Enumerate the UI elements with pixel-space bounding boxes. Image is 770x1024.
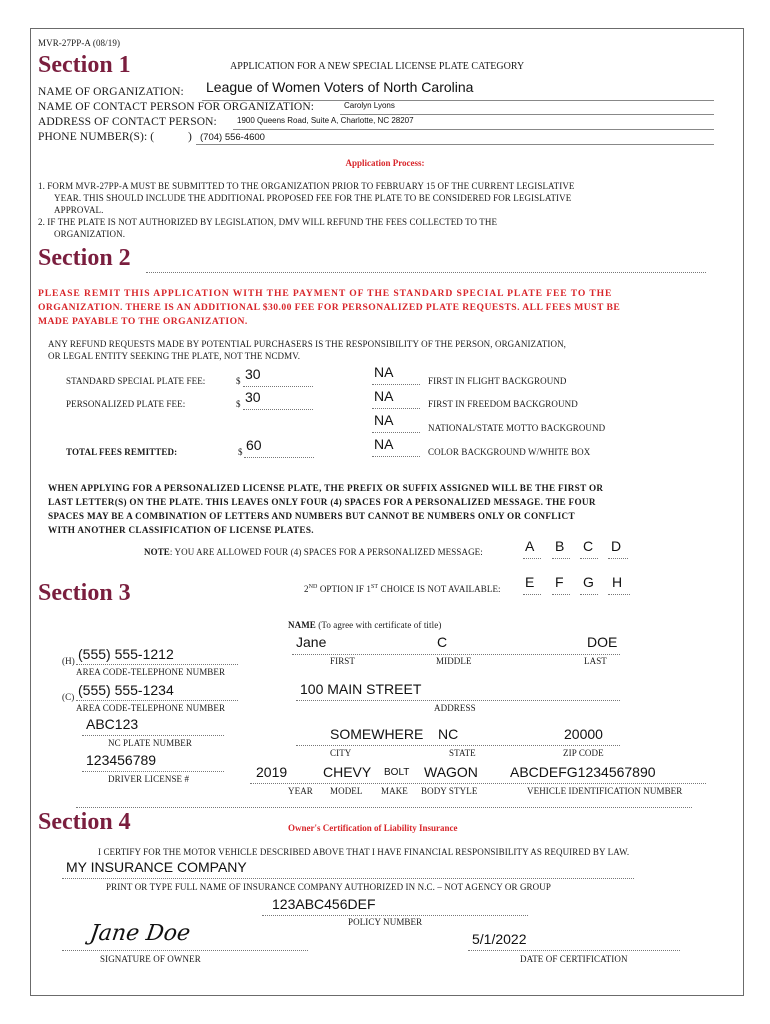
section4-heading: Section 4	[38, 809, 131, 835]
note-bold: NOTE	[144, 547, 170, 557]
home-phone-prefix: (H)	[62, 656, 75, 666]
city-field[interactable]: SOMEWHERE	[330, 726, 424, 742]
city-label: CITY	[330, 748, 352, 758]
policy-number-label: POLICY NUMBER	[348, 917, 423, 927]
year-label: YEAR	[288, 786, 313, 796]
total-fees-label: TOTAL FEES REMITTED:	[66, 447, 178, 457]
phone-paren: )	[188, 131, 192, 143]
address-value-field[interactable]: 1900 Queens Road, Suite A, Charlotte, NC 28207	[237, 116, 414, 125]
make-field[interactable]: BOLT	[384, 767, 410, 778]
address-label: ADDRESS OF CONTACT PERSON:	[38, 116, 217, 128]
name-title-rest: (To agree with certificate of title)	[315, 620, 442, 630]
section1-heading: Section 1	[38, 52, 131, 78]
process-item: ORGANIZATION.	[54, 229, 126, 239]
process-item: YEAR. THIS SHOULD INCLUDE THE ADDITIONAL PROPOSED FEE FOR THE PLATE TO BE CONSIDERED FOR LEGISLATIVE	[54, 193, 572, 203]
process-title: Application Process:	[345, 158, 425, 168]
org-label: NAME OF ORGANIZATION:	[38, 86, 184, 98]
process-item: 2. IF THE PLATE IS NOT AUTHORIZED BY LEGISLATION, DMV WILL REFUND THE FEES COLLECTED TO THE	[38, 217, 498, 227]
personalized-line: SPACES MAY BE A COMBINATION OF LETTERS AND NUMBERS BUT CANNOT BE NUMBERS ONLY OR CONFLICT	[48, 511, 575, 521]
personalized-line: LAST LETTER(S) ON THE PLATE. THIS LEAVES ONLY FOUR (4) SPACES FOR A PERSONALIZED MESSAGE. THE FOUR	[48, 497, 596, 507]
zip-label: ZIP CODE	[563, 748, 604, 758]
background-freedom-label: FIRST IN FREEDOM BACKGROUND	[428, 399, 578, 409]
personalized-line: WHEN APPLYING FOR A PERSONALIZED LICENSE PLATE, THE PREFIX OR SUFFIX ASSIGNED WILL BE THE FIRST OR	[48, 483, 604, 493]
date-label: DATE OF CERTIFICATION	[520, 954, 628, 964]
section3-heading: Section 3	[38, 580, 131, 606]
option2-sup: ST	[370, 584, 379, 590]
contact-value-field[interactable]: Carolyn Lyons	[344, 101, 395, 110]
section2-heading: Section 2	[38, 245, 131, 271]
section1-title: APPLICATION FOR A NEW SPECIAL LICENSE PLATE CATEGORY	[230, 61, 525, 72]
option2-sup: ND	[308, 584, 318, 590]
message-char-3[interactable]: C	[583, 538, 594, 554]
message-char-2[interactable]: B	[555, 538, 565, 554]
insurance-company-label: PRINT OR TYPE FULL NAME OF INSURANCE COMPANY AUTHORIZED IN N.C. – NOT AGENCY OR GROUP	[106, 882, 551, 892]
insurance-company-field[interactable]: MY INSURANCE COMPANY	[66, 859, 247, 875]
process-item: APPROVAL.	[54, 205, 104, 215]
notice-line: PLEASE REMIT THIS APPLICATION WITH THE PAYMENT OF THE STANDARD SPECIAL PLATE FEE TO THE	[38, 288, 613, 299]
driver-license-field[interactable]: 123456789	[86, 752, 157, 768]
refund-line: ANY REFUND REQUESTS MADE BY POTENTIAL PURCHASERS IS THE RESPONSIBILITY OF THE PERSON, ORGANIZATION,	[48, 339, 567, 349]
option2-char-1[interactable]: E	[525, 574, 535, 590]
last-name-field[interactable]: DOE	[587, 634, 618, 650]
phone-value-field[interactable]: (704) 556-4600	[200, 132, 265, 143]
body-style-field[interactable]: WAGON	[424, 764, 478, 780]
plate-number-field[interactable]: ABC123	[86, 716, 139, 732]
message-char-4[interactable]: D	[611, 538, 622, 554]
home-phone-field[interactable]: (555) 555-1212	[78, 646, 174, 662]
cell-phone-label: AREA CODE-TELEPHONE NUMBER	[76, 703, 226, 713]
cell-phone-prefix: (C)	[62, 692, 75, 702]
option2-char-2[interactable]: F	[555, 574, 564, 590]
certification-date-field[interactable]: 5/1/2022	[472, 931, 527, 947]
year-field[interactable]: 2019	[256, 764, 288, 780]
option2-note	[304, 584, 501, 594]
background-motto-label: NATIONAL/STATE MOTTO BACKGROUND	[428, 423, 606, 433]
notice-line: MADE PAYABLE TO THE ORGANIZATION.	[38, 316, 248, 327]
plate-number-label: NC PLATE NUMBER	[108, 738, 193, 748]
state-label: STATE	[449, 748, 476, 758]
message-char-1[interactable]: A	[525, 538, 535, 554]
first-name-field[interactable]: Jane	[296, 634, 327, 650]
driver-license-label: DRIVER LICENSE #	[108, 774, 190, 784]
contact-label: NAME OF CONTACT PERSON FOR ORGANIZATION:	[38, 101, 315, 113]
state-field[interactable]: NC	[438, 726, 459, 742]
owner-address-label: ADDRESS	[434, 703, 476, 713]
middle-name-field[interactable]: C	[437, 634, 448, 650]
signature-label: SIGNATURE OF OWNER	[100, 954, 201, 964]
owner-address-field[interactable]: 100 MAIN STREET	[300, 681, 422, 697]
org-value-field[interactable]: League of Women Voters of North Carolina	[206, 79, 474, 95]
option2-post: CHOICE IS NOT AVAILABLE:	[378, 584, 501, 594]
model-label: MODEL	[330, 786, 363, 796]
first-name-label: FIRST	[330, 656, 356, 666]
zip-field[interactable]: 20000	[564, 726, 603, 742]
body-style-label: BODY STYLE	[421, 786, 478, 796]
option2-char-3[interactable]: G	[583, 574, 594, 590]
background-flight-field[interactable]: NA	[374, 364, 394, 380]
background-color-label: COLOR BACKGROUND W/WHITE BOX	[428, 447, 591, 457]
personalized-fee-label: PERSONALIZED PLATE FEE:	[66, 399, 186, 409]
name-title	[288, 620, 441, 630]
middle-name-label: MIDDLE	[436, 656, 472, 666]
dollar-sign: $	[236, 399, 241, 409]
vin-field[interactable]: ABCDEFG1234567890	[510, 764, 656, 780]
background-motto-field[interactable]: NA	[374, 412, 394, 428]
message-note	[144, 547, 483, 557]
process-item: 1. FORM MVR-27PP-A MUST BE SUBMITTED TO THE ORGANIZATION PRIOR TO FEBRUARY 15 OF THE CURRENT LEGISLATIVE	[38, 181, 575, 191]
section4-title: Owner's Certification of Liability Insurance	[288, 823, 458, 833]
certify-text: I CERTIFY FOR THE MOTOR VEHICLE DESCRIBED ABOVE THAT I HAVE FINANCIAL RESPONSIBILITY AS REQUIRED BY LAW.	[98, 847, 630, 857]
dollar-sign: $	[238, 447, 243, 457]
phone-label: PHONE NUMBER(S): (	[38, 131, 155, 143]
background-freedom-field[interactable]: NA	[374, 388, 394, 404]
background-flight-label: FIRST IN FLIGHT BACKGROUND	[428, 376, 567, 386]
personalized-line: WITH ANOTHER CLASSIFICATION OF LICENSE PLATES.	[48, 525, 314, 535]
form-code: MVR-27PP-A (08/19)	[38, 38, 121, 48]
refund-line: OR LEGAL ENTITY SEEKING THE PLATE, NOT THE NCDMV.	[48, 351, 301, 361]
background-color-field[interactable]: NA	[374, 436, 394, 452]
standard-fee-field[interactable]: 30	[245, 366, 261, 382]
standard-fee-label: STANDARD SPECIAL PLATE FEE:	[66, 376, 206, 386]
personalized-fee-field[interactable]: 30	[245, 389, 261, 405]
policy-number-field[interactable]: 123ABC456DEF	[272, 896, 376, 912]
note-rest: : YOU ARE ALLOWED FOUR (4) SPACES FOR A PERSONALIZED MESSAGE:	[169, 547, 483, 557]
option2-mid: OPTION IF 1	[317, 584, 371, 594]
cell-phone-field[interactable]: (555) 555-1234	[78, 682, 174, 698]
owner-signature-field[interactable]: Jane Doe	[88, 921, 192, 946]
name-title-bold: NAME	[288, 620, 316, 630]
model-field[interactable]: CHEVY	[323, 764, 372, 780]
home-phone-label: AREA CODE-TELEPHONE NUMBER	[76, 667, 226, 677]
make-label: MAKE	[381, 786, 408, 796]
option2-char-4[interactable]: H	[612, 574, 623, 590]
dollar-sign: $	[236, 376, 241, 386]
total-fees-field[interactable]: 60	[246, 437, 262, 453]
option2-pre: 2	[304, 584, 309, 594]
vin-label: VEHICLE IDENTIFICATION NUMBER	[527, 786, 683, 796]
notice-line: ORGANIZATION. THERE IS AN ADDITIONAL $30.00 FEE FOR PERSONALIZED PLATE REQUESTS. ALL FEES MUST BE	[38, 302, 621, 313]
last-name-label: LAST	[584, 656, 607, 666]
